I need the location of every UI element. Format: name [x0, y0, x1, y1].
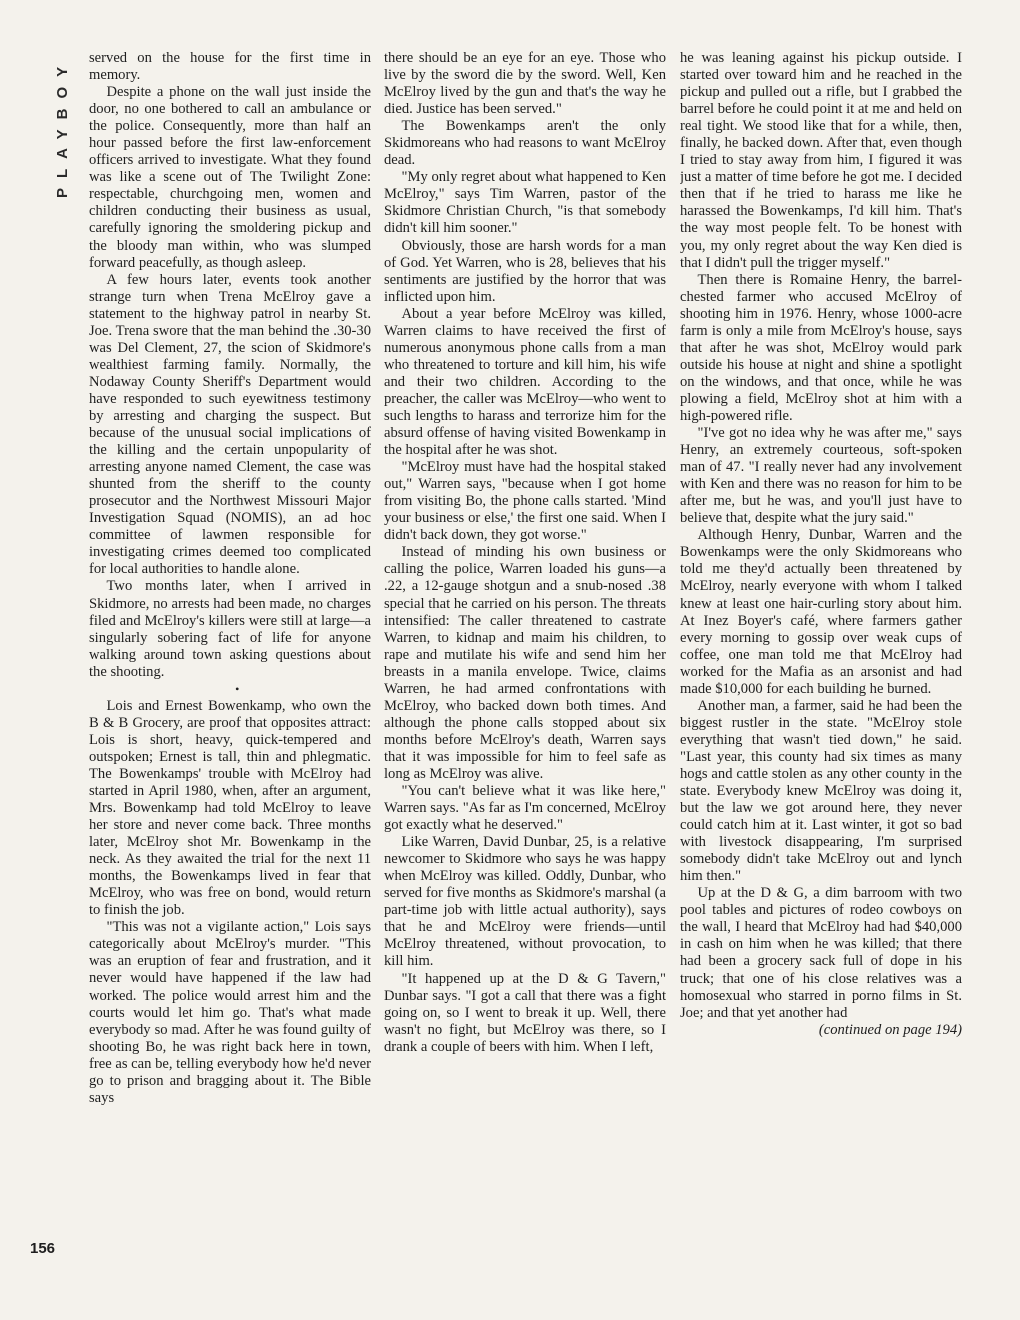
paragraph: A few hours later, events took another strange turn when Trena McElroy gave a statement to the highway patrol in nearby St. Joe. Trena swore that the man behind the .30-30 was Del Clement, 27, the scion of Skidmore's wealthiest farming family. Normally, the Nodaway County Sheriff's Department would have responded to such eyewitness testimony by arresting and charging the suspect. But because of the unusual social implications of the killing and the certain unpopularity of arresting anyone named Clement, the case was shunted from the sheriff to the county prosecutor and the Northwest Missouri Major Investigation Squad (NOMIS), an ad hoc committee of lawmen responsible for investigating crimes deemed too complicated for local authorities to handle alone. — [89, 271, 371, 578]
paragraph: "I've got no idea why he was after me," says Henry, an extremely courteous, soft-spoken man of 47. "I really never had any involvement with Ken and there was no reason for him to be after me, but he was, and you'll just have to believe that, despite what the jury said." — [680, 425, 962, 527]
continued-note: (continued on page 194) — [818, 1021, 962, 1038]
column-2 — [384, 50, 666, 1255]
paragraph: Up at the D & G, a dim barroom with two pool tables and pictures of rodeo cowboys on the wall, I heard that McElroy had had $40,000 in cash on him when he was killed; that there had been a grocery sack full of dope in his truck; that one of his close relatives was a homosexual who starred in porno films in St. Joe; and that yet another had — [680, 885, 962, 1021]
paragraph: "It happened up at the D & G Tavern," Dunbar says. "I got a call that there was a fight going on, so I went to break it up. Well, there wasn't no fight, but McElroy was there, so I drank a couple of beers with him. When I left, — [384, 970, 666, 1055]
paragraph: Then there is Romaine Henry, the barrel-chested farmer who accused McElroy of shooting him in 1976. Henry, whose 1000-acre farm is only a mile from McElroy's house, says that after he was shot, McElroy would park outside his house at night and shine a spotlight on the windows, and that once, while he was plowing a field, McElroy shot at him with a high-powered rifle. — [680, 271, 962, 424]
paragraph: Instead of minding his own business or calling the police, Warren loaded his guns—a .22, a 12-gauge shotgun and a snub-nosed .38 special that he carried on his person. The threats intensified: The caller threatened to castrate Warren, to kidnap and maim his children, to rape and mutilate his wife and send him her breasts in a manila envelope. Twice, claims Warren, he had armed confrontations with McElroy, who backed down both times. And although the phone calls stopped about six months before McElroy's death, Warren says that it was impossible for him to feel safe as long as McElroy was alive. — [384, 544, 666, 782]
paragraph: "This was not a vigilante action," Lois says categorically about McElroy's murder. "This was an eruption of fear and frustration, and it never would have happened if the law had worked. The police would arrest him and the courts would let him go. That's what made everybody so mad. After he was found guilty of shooting Bo, he was right back here in town, free as can be, telling everybody how he'd never go to prison and bragging about it. The Bible says — [89, 919, 371, 1106]
paragraph: Although Henry, Dunbar, Warren and the Bowenkamps were the only Skidmoreans who told me they'd actually been threatened by McElroy, nearly everyone with whom I talked knew at least one hair-curling story about him. At Inez Boyer's café, where farmers gather every morning to gossip over weak cups of coffee, one man told me that McElroy had worked for the Mafia as an arsonist and had made $10,000 for each building he burned. — [680, 527, 962, 697]
paragraph: he was leaning against his pickup outside. I started over toward him and he reached in the pickup and pulled out a rifle, but I grabbed the barrel before he could point it at me and held on real tight. We stood like that for a while, then, finally, he backed down. After that, even though I tried to stay away from him, I figured it was just a matter of time before he got me. I decided then that if he tried to harass me like he harassed the Bowenkamps, I'd kill him. That's the way most people felt. To be honest with you, my only regret about the way Ken died is that I didn't pull the trigger myself." — [680, 50, 962, 271]
paragraph: "You can't believe what it was like here," Warren says. "As far as I'm concerned, McElroy got exactly what he deserved." — [384, 783, 666, 834]
paragraph: Lois and Ernest Bowenkamp, who own the B & B Grocery, are proof that opposites attract: Lois is short, heavy, quick-tempered and outspoken; Ernest is tall, thin and phlegmatic. The Bowenkamps' trouble with McElroy had started in April 1980, when, after an argument, Mrs. Bowenkamp had told McElroy to leave her store and never come back. Three months later, McElroy shot Mr. Bowenkamp in the neck. As they awaited the trial for the next 11 months, the Bowenkamps lived in fear that McElroy, who was free on bond, would return to finish the job. — [89, 697, 371, 919]
paragraph: Despite a phone on the wall just inside the door, no one bothered to call an ambulance or the police. Consequently, more than half an hour passed before the first law-enforcement officers arrived to investigate. What they found was like a scene out of The Twilight Zone: respectable, churchgoing men, women and children conducting their business as usual, carefully ignoring the smoldering pickup and the bloody man within, who was slumped forward peacefully, as though asleep. — [89, 84, 371, 271]
paragraph: there should be an eye for an eye. Those who live by the sword die by the sword. Well, Ken McElroy lived by the gun and that's the way he died. Justice has been served." — [384, 50, 666, 118]
section-separator: • — [235, 681, 240, 696]
paragraph: Another man, a farmer, said he had been the biggest rustler in the state. "McElroy stole everything that wasn't tied down," he said. "Last year, this county had six times as many hogs and cattle stolen as any other county in the state. Everybody knew McElroy was doing it, but the law we got around here, they never could catch him at it. Last winter, it got so bad with livestock disappearing, I'm surprised somebody didn't take McElroy out and lynch him then." — [680, 697, 962, 885]
paragraph: Like Warren, David Dunbar, 25, is a relative newcomer to Skidmore who says he was happy when McElroy was killed. Oddly, Dunbar, who served for five months as Skidmore's marshal (a part-time job with little actual authority), says that he and McElroy were friends—until McElroy threatened, without provocation, to kill him. — [384, 834, 666, 970]
paragraph: Two months later, when I arrived in Skidmore, no arrests had been made, no charges filed and McElroy's killers were still at large—a singularly sobering fact of life for anyone walking around town asking questions about the shooting. — [89, 578, 371, 680]
paragraph: "McElroy must have had the hospital staked out," Warren says, "because when I got home from visiting Bo, the phone calls started. 'Mind your business or else,' the first one said. When I didn't back down, they got worse." — [384, 459, 666, 544]
page-number: 156 — [30, 1240, 56, 1257]
column-3 — [680, 50, 962, 1255]
paragraph: About a year before McElroy was killed, Warren claims to have received the first of numerous anonymous phone calls from a man who threatened to torture and kill him, his wife and their two children. According to the preacher, the caller was McElroy—who went to such lengths to harass and terrorize him for the absurd offense of having visited Bowenkamp in the hospital after he was shot. — [384, 305, 666, 459]
paragraph: served on the house for the first time in memory. — [89, 50, 371, 84]
magazine-name: PLAYBOY — [54, 56, 71, 198]
column-1 — [89, 50, 371, 1255]
paragraph: The Bowenkamps aren't the only Skidmoreans who had reasons to want McElroy dead. — [384, 118, 666, 169]
paragraph: "My only regret about what happened to Ken McElroy," says Tim Warren, pastor of the Skidmore Christian Church, "is that somebody didn't kill him sooner." — [384, 169, 666, 237]
paragraph: Obviously, those are harsh words for a man of God. Yet Warren, who is 28, believes that his sentiments are justified by the horror that was inflicted upon him. — [384, 237, 666, 305]
